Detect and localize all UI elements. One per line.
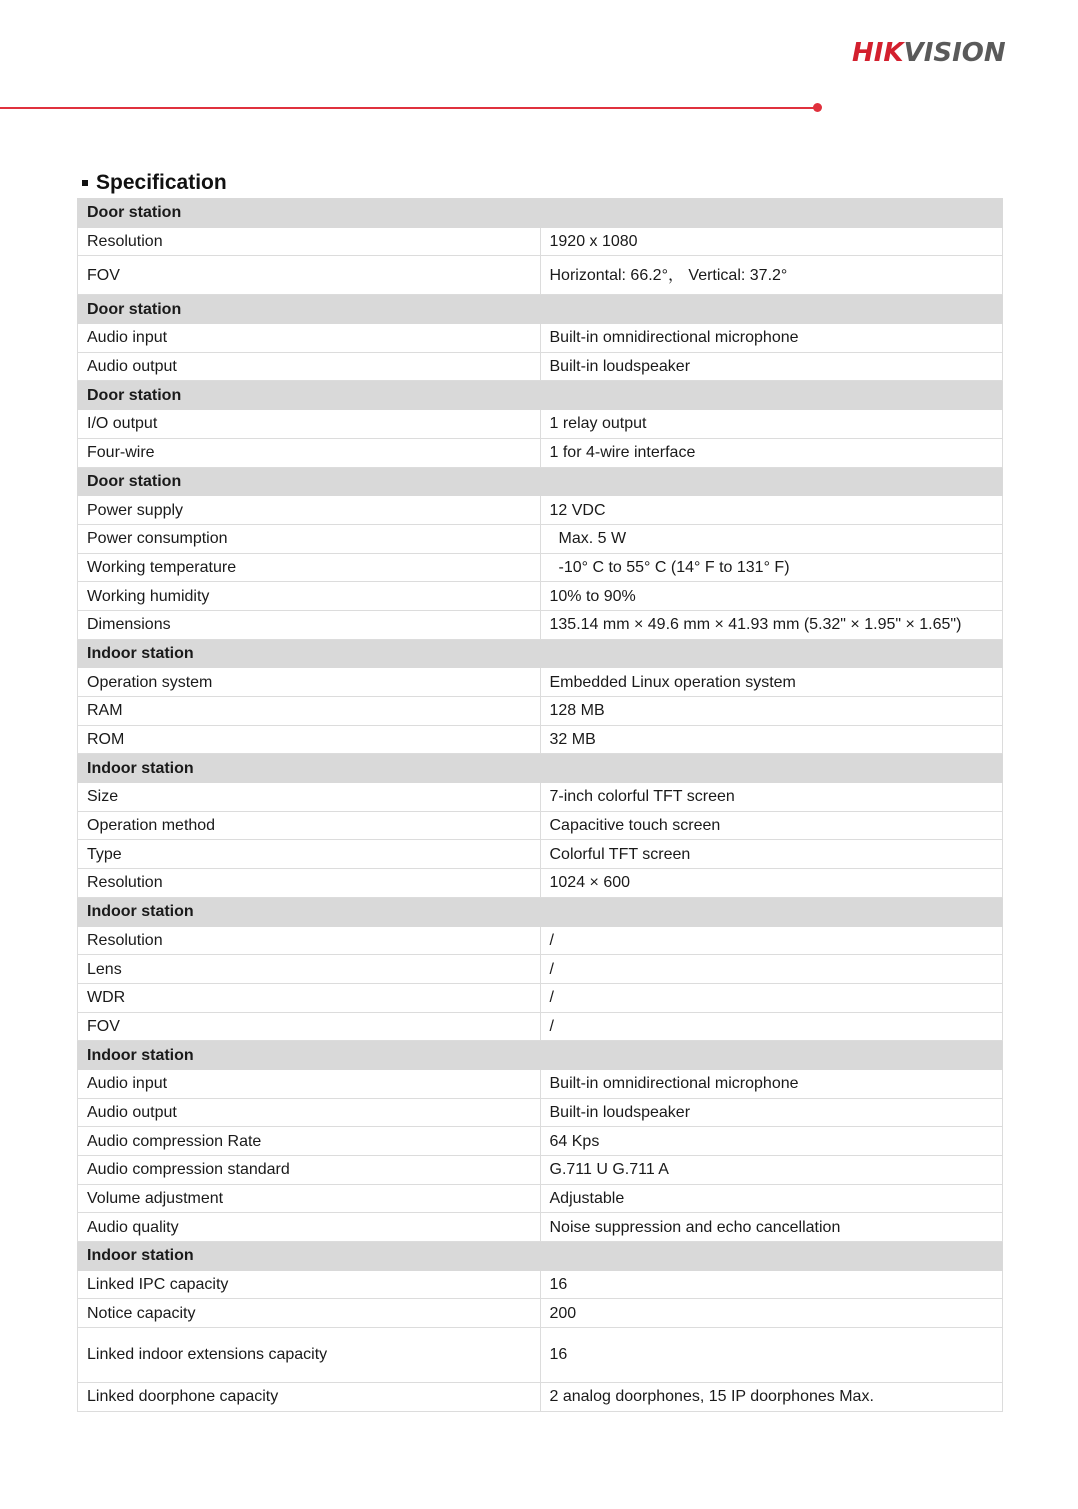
spec-label: Working temperature bbox=[78, 553, 541, 582]
spec-label: Power supply bbox=[78, 496, 541, 525]
spec-row bbox=[78, 1383, 1003, 1412]
spec-value: / bbox=[540, 983, 1003, 1012]
spec-label: WDR bbox=[78, 983, 541, 1012]
spec-label: Resolution bbox=[78, 227, 541, 256]
spec-row bbox=[78, 438, 1003, 467]
spec-row bbox=[78, 840, 1003, 869]
spec-row bbox=[78, 869, 1003, 898]
spec-label: Size bbox=[78, 783, 541, 812]
group-header-row bbox=[78, 897, 1003, 926]
spec-row bbox=[78, 1012, 1003, 1041]
spec-value: Adjustable bbox=[540, 1184, 1003, 1213]
spec-row bbox=[78, 955, 1003, 984]
spec-label: Audio input bbox=[78, 1069, 541, 1098]
spec-row bbox=[78, 1270, 1003, 1299]
group-header-row bbox=[78, 1041, 1003, 1070]
spec-label: ROM bbox=[78, 725, 541, 754]
spec-value: Embedded Linux operation system bbox=[540, 668, 1003, 697]
group-header-row bbox=[78, 639, 1003, 668]
section-title-text: Specification bbox=[96, 171, 227, 194]
spec-value: / bbox=[540, 955, 1003, 984]
spec-row bbox=[78, 410, 1003, 439]
spec-row bbox=[78, 1069, 1003, 1098]
spec-value: Built-in omnidirectional microphone bbox=[540, 324, 1003, 353]
spec-value: 16 bbox=[540, 1328, 1003, 1383]
spec-row bbox=[78, 352, 1003, 381]
spec-label: Volume adjustment bbox=[78, 1184, 541, 1213]
group-header-row bbox=[78, 381, 1003, 410]
spec-row bbox=[78, 926, 1003, 955]
spec-label: Linked doorphone capacity bbox=[78, 1383, 541, 1412]
spec-value: 16 bbox=[540, 1270, 1003, 1299]
spec-row bbox=[78, 324, 1003, 353]
spec-label: Linked IPC capacity bbox=[78, 1270, 541, 1299]
spec-value: Built-in loudspeaker bbox=[540, 1098, 1003, 1127]
group-header-row bbox=[78, 199, 1003, 228]
spec-label: Operation method bbox=[78, 811, 541, 840]
spec-row bbox=[78, 496, 1003, 525]
group-header-label: Door station bbox=[78, 295, 1003, 324]
spec-value: Noise suppression and echo cancellation bbox=[540, 1213, 1003, 1242]
spec-label: Resolution bbox=[78, 869, 541, 898]
spec-label: Audio compression Rate bbox=[78, 1127, 541, 1156]
spec-value: Horizontal: 66.2°， Vertical: 37.2° bbox=[540, 256, 1003, 295]
spec-row bbox=[78, 256, 1003, 295]
spec-label: Audio quality bbox=[78, 1213, 541, 1242]
spec-label: I/O output bbox=[78, 410, 541, 439]
spec-label: Operation system bbox=[78, 668, 541, 697]
spec-value: 1 relay output bbox=[540, 410, 1003, 439]
group-header-label: Indoor station bbox=[78, 754, 1003, 783]
section-heading bbox=[82, 168, 227, 198]
spec-label: Notice capacity bbox=[78, 1299, 541, 1328]
group-header-row bbox=[78, 295, 1003, 324]
group-header-row bbox=[78, 1242, 1003, 1271]
spec-row bbox=[78, 1127, 1003, 1156]
spec-label: Audio output bbox=[78, 352, 541, 381]
spec-label: Audio compression standard bbox=[78, 1156, 541, 1185]
spec-value: Capacitive touch screen bbox=[540, 811, 1003, 840]
group-header-row bbox=[78, 467, 1003, 496]
spec-label: Type bbox=[78, 840, 541, 869]
spec-value: 64 Kps bbox=[540, 1127, 1003, 1156]
spec-value: G.711 U G.711 A bbox=[540, 1156, 1003, 1185]
hikvision-logo bbox=[852, 38, 1032, 72]
spec-row bbox=[78, 811, 1003, 840]
spec-row bbox=[78, 227, 1003, 256]
spec-row bbox=[78, 1098, 1003, 1127]
spec-value: 1920 x 1080 bbox=[540, 227, 1003, 256]
group-header-label: Indoor station bbox=[78, 639, 1003, 668]
spec-label: Audio output bbox=[78, 1098, 541, 1127]
spec-row bbox=[78, 783, 1003, 812]
spec-row bbox=[78, 1299, 1003, 1328]
spec-label: Four-wire bbox=[78, 438, 541, 467]
group-header-label: Door station bbox=[78, 467, 1003, 496]
spec-value: 10% to 90% bbox=[540, 582, 1003, 611]
spec-row bbox=[78, 1184, 1003, 1213]
spec-label: Linked indoor extensions capacity bbox=[78, 1328, 541, 1383]
group-header-label: Indoor station bbox=[78, 1041, 1003, 1070]
spec-value: 7-inch colorful TFT screen bbox=[540, 783, 1003, 812]
spec-row bbox=[78, 553, 1003, 582]
group-header-label: Door station bbox=[78, 381, 1003, 410]
spec-value: Built-in omnidirectional microphone bbox=[540, 1069, 1003, 1098]
specification-table bbox=[77, 198, 1003, 1412]
spec-value: 1 for 4-wire interface bbox=[540, 438, 1003, 467]
spec-value: 2 analog doorphones, 15 IP doorphones Max. bbox=[540, 1383, 1003, 1412]
spec-row bbox=[78, 1213, 1003, 1242]
spec-label: Dimensions bbox=[78, 610, 541, 639]
spec-row bbox=[78, 697, 1003, 726]
spec-label: FOV bbox=[78, 256, 541, 295]
spec-label: Resolution bbox=[78, 926, 541, 955]
group-header-row bbox=[78, 754, 1003, 783]
bullet-icon bbox=[82, 180, 88, 186]
spec-value: Max. 5 W bbox=[540, 524, 1003, 553]
spec-value: / bbox=[540, 1012, 1003, 1041]
spec-label: Audio input bbox=[78, 324, 541, 353]
spec-value: 135.14 mm × 49.6 mm × 41.93 mm (5.32" × 1.95" × 1.65") bbox=[540, 610, 1003, 639]
spec-value: 128 MB bbox=[540, 697, 1003, 726]
specification-table-body bbox=[78, 199, 1003, 1412]
spec-row bbox=[78, 1156, 1003, 1185]
group-header-label: Indoor station bbox=[78, 897, 1003, 926]
spec-label: FOV bbox=[78, 1012, 541, 1041]
header-divider-dot bbox=[813, 103, 822, 112]
spec-row bbox=[78, 725, 1003, 754]
spec-label: Lens bbox=[78, 955, 541, 984]
spec-value: / bbox=[540, 926, 1003, 955]
spec-value: Colorful TFT screen bbox=[540, 840, 1003, 869]
logo-gray-text: VISION bbox=[903, 38, 1006, 68]
spec-value: 12 VDC bbox=[540, 496, 1003, 525]
spec-row bbox=[78, 524, 1003, 553]
group-header-label: Indoor station bbox=[78, 1242, 1003, 1271]
spec-value: 32 MB bbox=[540, 725, 1003, 754]
header-divider-line bbox=[0, 107, 814, 109]
spec-row bbox=[78, 668, 1003, 697]
spec-row bbox=[78, 582, 1003, 611]
spec-value: Built-in loudspeaker bbox=[540, 352, 1003, 381]
spec-row bbox=[78, 610, 1003, 639]
spec-value: 1024 × 600 bbox=[540, 869, 1003, 898]
spec-label: RAM bbox=[78, 697, 541, 726]
group-header-label: Door station bbox=[78, 199, 1003, 228]
logo-red-text: HIK bbox=[852, 38, 904, 68]
spec-label: Working humidity bbox=[78, 582, 541, 611]
spec-row bbox=[78, 1328, 1003, 1383]
spec-row bbox=[78, 983, 1003, 1012]
spec-label: Power consumption bbox=[78, 524, 541, 553]
spec-value: 200 bbox=[540, 1299, 1003, 1328]
spec-value: -10° C to 55° C (14° F to 131° F) bbox=[540, 553, 1003, 582]
